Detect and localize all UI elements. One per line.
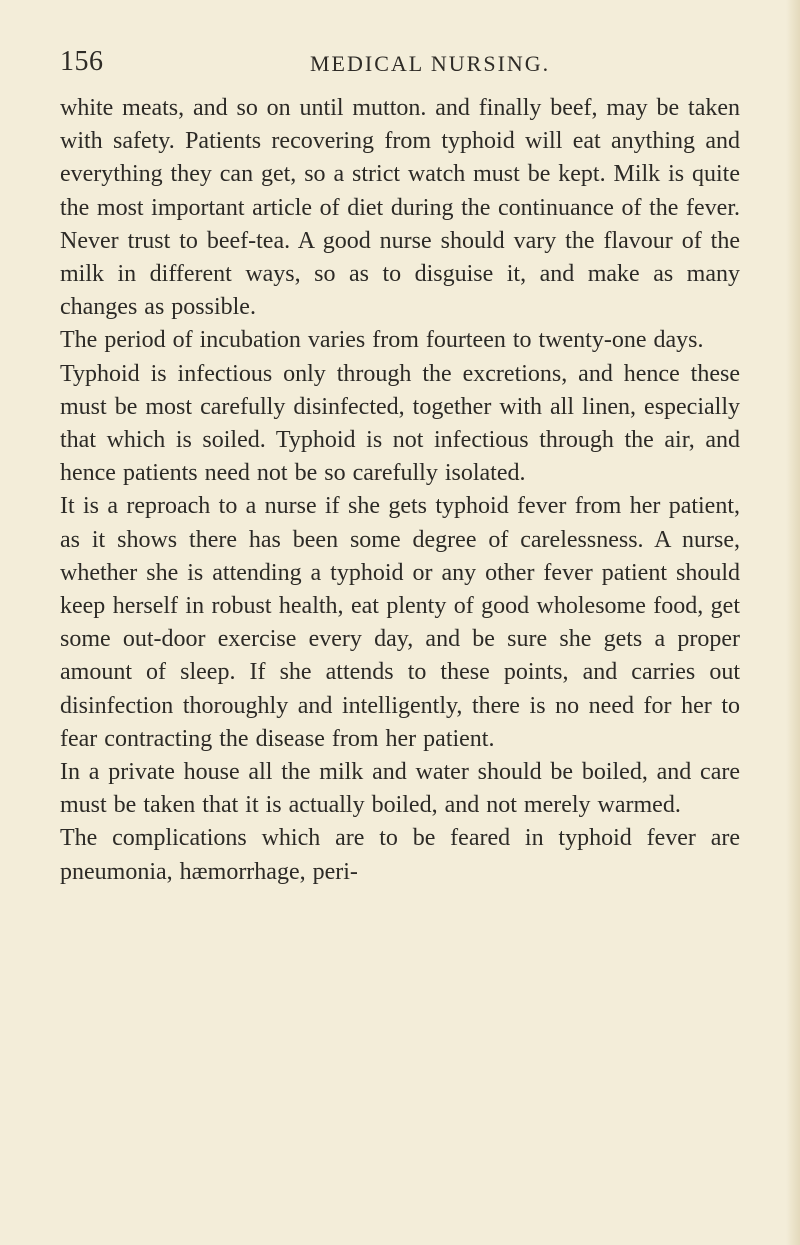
page-edge xyxy=(786,0,800,1245)
paragraph-private-house: In a private house all the milk and water should be boiled, and care must be taken that it is actually boiled, and not merely warmed. xyxy=(60,759,740,819)
paragraph-diet: white meats, and so on until mutton. and finally beef, may be taken with safety. Patients recovering from typhoid will eat anything and everything they can get, so a strict watch must be kept. Milk is quite the most important article of diet during the continuance of the fever. Never trust to beef-tea. A good nurse should vary the flavour of the milk in different ways, so as to disguise it, and make as many changes as possible. xyxy=(60,95,740,321)
page-header xyxy=(60,40,740,80)
paragraph-infection: Typhoid is infectious only through the excretions, and hence these must be most carefully disinfected, together with all linen, especially that which is soiled. Typhoid is not infectious through the air, and hence patients need not be so carefully isolated. xyxy=(60,360,740,487)
paragraph-complications: The complications which are to be feared in typhoid fever are pneumonia, hæmorrhage, peri- xyxy=(60,825,740,885)
page-number: 156 xyxy=(60,46,104,77)
paragraph-nurse-health: It is a reproach to a nurse if she gets typhoid fever from her patient, as it shows there has been some degree of carelessness. A nurse, whether she is attending a typhoid or any other fever patient should keep herself in robust health, eat plenty of good wholesome food, get some out-door exercise every day, and be sure she gets a proper amount of sleep. If she attends to these points, and carries out disinfection thoroughly and intelligently, there is no need for her to fear contracting the disease from her patient. xyxy=(60,493,740,752)
body-text xyxy=(60,92,740,889)
running-head: MEDICAL NURSING. xyxy=(310,51,551,76)
paragraph-incubation: The period of incubation varies from fourteen to twenty-one days. xyxy=(60,327,704,354)
